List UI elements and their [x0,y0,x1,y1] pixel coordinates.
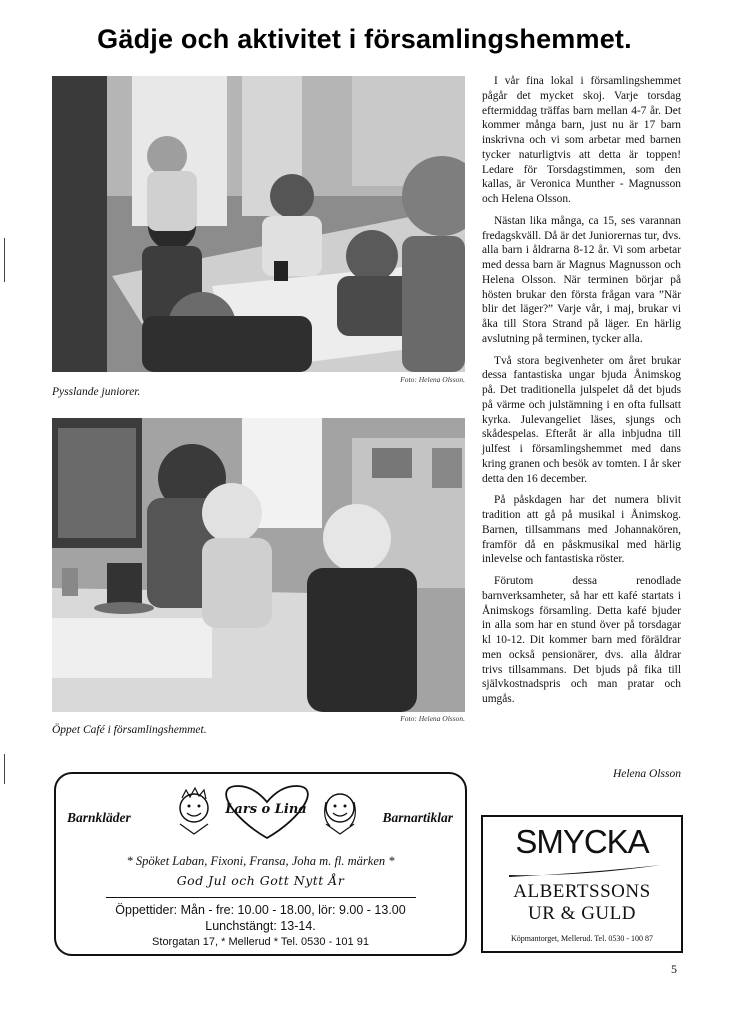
girl-face-icon [326,794,354,822]
article-paragraph: Förutom dessa renodlade barnverksamheter, så har ett kafé startats i Ånimskogs församling. Detta kafé bjuder in alla som har en stund över på torsdagar kl 10-12. Dit kommer barn med föräldrar men också pensionärer, dvs. alla åldrar trivs tillsammans. Det bjuds på fika till självkostnadspris och man pratar och umgås. [482,575,681,705]
ad-greeting: God Jul och Gott Nytt År [176,873,345,888]
scan-edge-mark [4,754,5,784]
article-paragraph: På påskdagen har det numera blivit tradition att gå på musikal i Ånimskog. Barnen, tillsammans med Johannakören, framför då en påskmusikal med härlig inlevelse och fantastiska röster. [482,494,681,566]
ad-address: Storgatan 17, * Mellerud * Tel. 0530 - 101 91 [152,936,369,948]
photo-caption: Öppet Café i församlingshemmet. [52,724,207,736]
photo-credit: Foto: Helena Olsson. [400,714,465,723]
ad-brands: * Spöket Laban, Fixoni, Fransa, Joha m. fl. märken * [126,854,395,868]
ad-smycka-address: Köpmantorget, Mellerud. Tel. 0530 - 100 87 [510,934,653,943]
article-body [482,74,681,714]
ad-divider [106,897,416,898]
ad-lunch-closed: Lunchstängt: 13-14. [205,919,316,933]
ad-smycka-line2: UR & GULD [528,903,636,924]
article-paragraph: Två stora begivenheter om året brukar dessa fantastiska ungar bjuda Ånimskog på. Det traditionella julspelet då det bjuds på värme och julstämning i en ofta fullsatt kyrka. Julevangeliet läses, sjungs och skådespelas. Efteråt är alla inbjudna till julfest i församlingshemmet med dans kring granen och besök av tomten. I år sker detta den 16 december. [482,354,681,485]
ad-left-word: Barnkläder [67,810,131,825]
ad-smycka-name: SMYCKA [515,823,649,860]
photo-cafe-image [52,418,465,712]
swash-line-icon [507,861,663,881]
page-title: Gädje och aktivitet i församlingshemmet. [97,24,632,54]
ad-smycka-line1: ALBERTSSONS [513,881,651,902]
article-paragraph: I vår fina lokal i församlingshemmet pågår det mycket skoj. Varje torsdag eftermiddag träffas barn mellan 4-7 år. Det kommer många barn, just nu är 17 barn inskrivna och vi som arbetar med barnen tycker naturligtvis att detta är toppen! Ledare för Torsdagstimmen, som den kallas, är Veronica Munther - Magnusson och Helena Olsson. [482,75,681,205]
scan-edge-mark [4,238,5,282]
photo-caption: Pysslande juniorer. [52,386,141,398]
article-signature: Helena Olsson [612,768,681,780]
photo-juniors-image [52,76,465,372]
photo-juniors-crafting [52,76,465,372]
ad-smycka [481,815,683,953]
ad-right-word: Barnartiklar [382,810,453,825]
page-number: 5 [671,962,677,976]
logo-text: Lars o Lina [225,802,307,817]
photo-credit: Foto: Helena Olsson. [400,375,465,384]
ad-lars-o-lina [54,772,467,956]
photo-open-cafe [52,418,465,712]
ad-opening-hours: Öppettider: Mån - fre: 10.00 - 18.00, lör: 9.00 - 13.00 [115,903,406,917]
boy-face-icon [180,794,208,822]
article-paragraph: Nästan lika många, ca 15, ses varannan fredagskväll. Då är det Juniorernas tur, dvs. alla barn i åldrarna 8-12 år. Vi som arbetar med dessa barn är Magnus Magnusson och Helena Olsson. När terminen börjar på hösten brukar den första frågan vara ”När blir det läger?” Varje vår, i maj, brukar vi åka till Stora Strand på läger. En härlig avslutning på terminen, tycker alla. [482,214,681,345]
